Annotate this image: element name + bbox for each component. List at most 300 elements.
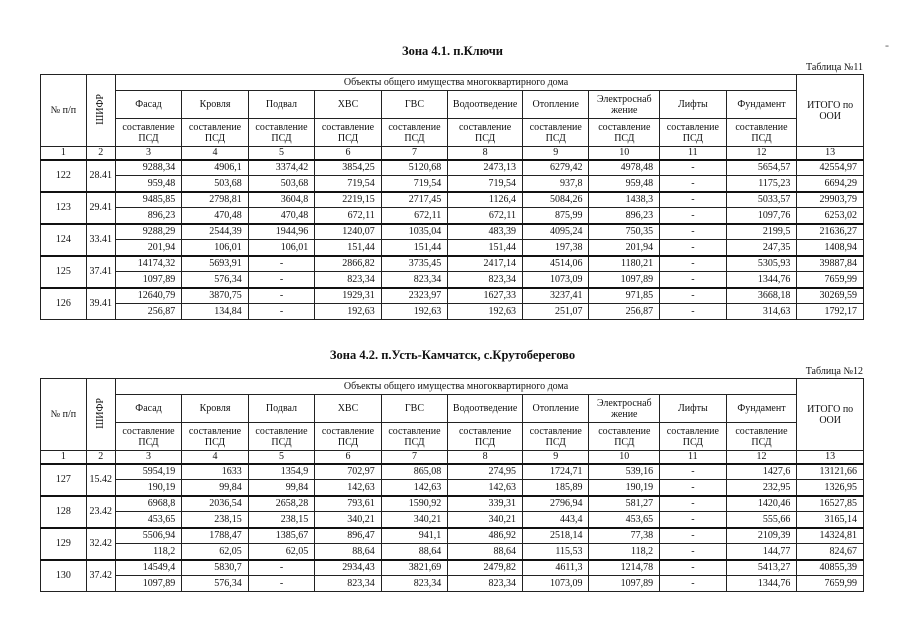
- cell: 5084,26: [523, 192, 589, 208]
- header-object-7: Электроснаб жение: [589, 91, 660, 119]
- cell: -: [660, 176, 726, 192]
- cell: 824,67: [797, 544, 864, 560]
- row-code: 15.42: [86, 464, 115, 496]
- cell: 823,34: [448, 576, 523, 592]
- column-number: 7: [381, 451, 447, 464]
- cell: 247,35: [726, 240, 797, 256]
- cell: 823,34: [381, 576, 447, 592]
- cell: 4514,06: [523, 256, 589, 272]
- cell: 823,34: [381, 272, 447, 288]
- column-number: 11: [660, 147, 726, 160]
- cell: 106,01: [248, 240, 314, 256]
- cell: 14324,81: [797, 528, 864, 544]
- cell: -: [248, 272, 314, 288]
- cell: -: [660, 192, 726, 208]
- cell: 192,63: [448, 304, 523, 320]
- cell: 2866,82: [315, 256, 381, 272]
- cell: 896,23: [589, 208, 660, 224]
- header-object-5: Водоотведение: [448, 91, 523, 119]
- header-code-text: ШИФР: [95, 397, 107, 429]
- cell: 1326,95: [797, 480, 864, 496]
- cell: -: [660, 528, 726, 544]
- row-number: 122: [41, 160, 87, 192]
- row-number: 125: [41, 256, 87, 288]
- column-number: 13: [797, 147, 864, 160]
- cell: 6968,8: [115, 496, 181, 512]
- cell: 144,77: [726, 544, 797, 560]
- cell: 1097,89: [115, 576, 181, 592]
- cell: 503,68: [248, 176, 314, 192]
- column-number: 11: [660, 451, 726, 464]
- cell: 486,92: [448, 528, 523, 544]
- cell: 5033,57: [726, 192, 797, 208]
- header-total: ИТОГО по ООИ: [797, 75, 864, 147]
- cell: 1344,76: [726, 576, 797, 592]
- cell: 1097,76: [726, 208, 797, 224]
- cell: -: [660, 560, 726, 576]
- cell: 185,89: [523, 480, 589, 496]
- cell: 937,8: [523, 176, 589, 192]
- cell: 274,95: [448, 464, 523, 480]
- cell: 3735,45: [381, 256, 447, 272]
- header-psd: составление ПСД: [248, 423, 314, 451]
- cell: 3374,42: [248, 160, 314, 176]
- column-number: 8: [448, 147, 523, 160]
- cell: 314,63: [726, 304, 797, 320]
- cell: 201,94: [115, 240, 181, 256]
- table-row: [41, 544, 864, 560]
- cell: 6253,02: [797, 208, 864, 224]
- header-psd: составление ПСД: [115, 119, 181, 147]
- column-number: 12: [726, 451, 797, 464]
- cell: 1408,94: [797, 240, 864, 256]
- cell: -: [248, 256, 314, 272]
- header-object-5: Водоотведение: [448, 395, 523, 423]
- cell: 201,94: [589, 240, 660, 256]
- cell: 106,01: [182, 240, 248, 256]
- header-code-text: ШИФР: [95, 93, 107, 125]
- header-psd: составление ПСД: [315, 119, 381, 147]
- zone1-table: [40, 74, 864, 320]
- cell: -: [660, 544, 726, 560]
- header-object-1: Кровля: [182, 395, 248, 423]
- cell: 470,48: [182, 208, 248, 224]
- zone1-title: Зона 4.1. п.Ключи: [401, 44, 504, 58]
- cell: 4978,48: [589, 160, 660, 176]
- header-row-number: № п/п: [41, 75, 87, 147]
- zone2-title: Зона 4.2. п.Усть-Камчатск, с.Крутоберегово: [329, 348, 576, 362]
- cell: 1344,76: [726, 272, 797, 288]
- cell: 2518,14: [523, 528, 589, 544]
- cell: 1240,07: [315, 224, 381, 240]
- table-row: [41, 528, 864, 544]
- column-number: 2: [86, 147, 115, 160]
- header-row-number: № п/п: [41, 379, 87, 451]
- header-psd: составление ПСД: [726, 119, 797, 147]
- column-number: 4: [182, 451, 248, 464]
- cell: 134,84: [182, 304, 248, 320]
- cell: 1944,96: [248, 224, 314, 240]
- cell: 29903,79: [797, 192, 864, 208]
- header-psd: составление ПСД: [448, 119, 523, 147]
- column-number: 13: [797, 451, 864, 464]
- cell: 2036,54: [182, 496, 248, 512]
- header-psd: составление ПСД: [248, 119, 314, 147]
- cell: 88,64: [448, 544, 523, 560]
- column-number: 9: [523, 451, 589, 464]
- cell: -: [660, 208, 726, 224]
- cell: 719,54: [315, 176, 381, 192]
- header-psd: составление ПСД: [523, 423, 589, 451]
- cell: 823,34: [448, 272, 523, 288]
- header-code: [86, 379, 115, 451]
- cell: 3668,18: [726, 288, 797, 304]
- cell: 256,87: [115, 304, 181, 320]
- header-object-8: Лифты: [660, 395, 726, 423]
- cell: 539,16: [589, 464, 660, 480]
- cell: 702,97: [315, 464, 381, 480]
- header-object-2: Подвал: [248, 91, 314, 119]
- column-number: 5: [248, 147, 314, 160]
- cell: 340,21: [381, 512, 447, 528]
- cell: 1035,04: [381, 224, 447, 240]
- cell: 750,35: [589, 224, 660, 240]
- header-object-9: Фундамент: [726, 395, 797, 423]
- cell: 142,63: [448, 480, 523, 496]
- cell: 5693,91: [182, 256, 248, 272]
- cell: 1073,09: [523, 576, 589, 592]
- cell: 1097,89: [589, 576, 660, 592]
- header-object-4: ГВС: [381, 91, 447, 119]
- corner-mark: -: [885, 38, 889, 52]
- table-row: [41, 560, 864, 576]
- cell: 875,99: [523, 208, 589, 224]
- header-psd: составление ПСД: [182, 423, 248, 451]
- row-number: 123: [41, 192, 87, 224]
- cell: 3165,14: [797, 512, 864, 528]
- cell: 5506,94: [115, 528, 181, 544]
- cell: 9288,29: [115, 224, 181, 240]
- table-row: [41, 176, 864, 192]
- cell: 453,65: [115, 512, 181, 528]
- cell: -: [248, 304, 314, 320]
- cell: 3821,69: [381, 560, 447, 576]
- column-number: 3: [115, 147, 181, 160]
- table-row: [41, 272, 864, 288]
- header-object-3: ХВС: [315, 395, 381, 423]
- header-object-7: Электроснаб жение: [589, 395, 660, 423]
- cell: 4906,1: [182, 160, 248, 176]
- cell: 232,95: [726, 480, 797, 496]
- row-number: 129: [41, 528, 87, 560]
- header-psd: составление ПСД: [726, 423, 797, 451]
- cell: 21636,27: [797, 224, 864, 240]
- cell: -: [660, 224, 726, 240]
- cell: 1097,89: [589, 272, 660, 288]
- cell: -: [248, 288, 314, 304]
- header-object-9: Фундамент: [726, 91, 797, 119]
- row-number: 126: [41, 288, 87, 320]
- cell: 1420,46: [726, 496, 797, 512]
- cell: 7659,99: [797, 576, 864, 592]
- cell: 4095,24: [523, 224, 589, 240]
- cell: 14549,4: [115, 560, 181, 576]
- column-number: 3: [115, 451, 181, 464]
- cell: 151,44: [448, 240, 523, 256]
- cell: 197,38: [523, 240, 589, 256]
- cell: 190,19: [115, 480, 181, 496]
- header-objects-group: Объекты общего имущества многоквартирного дома: [115, 75, 797, 91]
- cell: 5120,68: [381, 160, 447, 176]
- header-object-1: Кровля: [182, 91, 248, 119]
- cell: 1724,71: [523, 464, 589, 480]
- zone2-table: [40, 378, 864, 592]
- header-objects-group: Объекты общего имущества многоквартирного дома: [115, 379, 797, 395]
- cell: 2544,39: [182, 224, 248, 240]
- cell: -: [248, 560, 314, 576]
- cell: 151,44: [381, 240, 447, 256]
- header-psd: составление ПСД: [115, 423, 181, 451]
- cell: 971,85: [589, 288, 660, 304]
- cell: 1180,21: [589, 256, 660, 272]
- column-number: 6: [315, 451, 381, 464]
- cell: 30269,59: [797, 288, 864, 304]
- cell: 99,84: [248, 480, 314, 496]
- header-psd: составление ПСД: [589, 119, 660, 147]
- cell: 483,39: [448, 224, 523, 240]
- cell: 719,54: [381, 176, 447, 192]
- cell: 959,48: [589, 176, 660, 192]
- row-code: 28.41: [86, 160, 115, 192]
- cell: 470,48: [248, 208, 314, 224]
- cell: 5954,19: [115, 464, 181, 480]
- cell: 793,61: [315, 496, 381, 512]
- header-psd: составление ПСД: [381, 423, 447, 451]
- header-object-8: Лифты: [660, 91, 726, 119]
- cell: 5830,7: [182, 560, 248, 576]
- row-number: 127: [41, 464, 87, 496]
- table-row: [41, 240, 864, 256]
- cell: 2473,13: [448, 160, 523, 176]
- cell: 62,05: [248, 544, 314, 560]
- cell: 99,84: [182, 480, 248, 496]
- cell: -: [660, 464, 726, 480]
- header-object-2: Подвал: [248, 395, 314, 423]
- row-number: 124: [41, 224, 87, 256]
- cell: 5654,57: [726, 160, 797, 176]
- cell: 2717,45: [381, 192, 447, 208]
- cell: 443,4: [523, 512, 589, 528]
- cell: -: [660, 496, 726, 512]
- column-number: 8: [448, 451, 523, 464]
- column-number: 5: [248, 451, 314, 464]
- cell: 1354,9: [248, 464, 314, 480]
- cell: -: [660, 480, 726, 496]
- cell: 6694,29: [797, 176, 864, 192]
- table-row: [41, 480, 864, 496]
- table-row: [41, 208, 864, 224]
- header-object-4: ГВС: [381, 395, 447, 423]
- cell: 142,63: [381, 480, 447, 496]
- cell: 823,34: [315, 576, 381, 592]
- row-code: 33.41: [86, 224, 115, 256]
- row-code: 37.42: [86, 560, 115, 592]
- cell: 3870,75: [182, 288, 248, 304]
- header-psd: составление ПСД: [182, 119, 248, 147]
- cell: 88,64: [315, 544, 381, 560]
- cell: 672,11: [315, 208, 381, 224]
- cell: 672,11: [381, 208, 447, 224]
- cell: 576,34: [182, 576, 248, 592]
- cell: 581,27: [589, 496, 660, 512]
- cell: 2199,5: [726, 224, 797, 240]
- cell: -: [660, 576, 726, 592]
- cell: 5305,93: [726, 256, 797, 272]
- header-psd: составление ПСД: [381, 119, 447, 147]
- cell: 7659,99: [797, 272, 864, 288]
- cell: 503,68: [182, 176, 248, 192]
- header-psd: составление ПСД: [660, 423, 726, 451]
- cell: 1214,78: [589, 560, 660, 576]
- header-total: ИТОГО по ООИ: [797, 379, 864, 451]
- column-number: 7: [381, 147, 447, 160]
- zone1-table-number: Таблица №11: [806, 62, 863, 73]
- table-row: [41, 304, 864, 320]
- cell: 238,15: [182, 512, 248, 528]
- cell: 2219,15: [315, 192, 381, 208]
- cell: 1627,33: [448, 288, 523, 304]
- row-number: 128: [41, 496, 87, 528]
- column-number: 1: [41, 451, 87, 464]
- cell: 339,31: [448, 496, 523, 512]
- cell: 142,63: [315, 480, 381, 496]
- header-object-0: Фасад: [115, 395, 181, 423]
- cell: 672,11: [448, 208, 523, 224]
- cell: 896,23: [115, 208, 181, 224]
- table-row: [41, 192, 864, 208]
- table-row: [41, 256, 864, 272]
- cell: -: [248, 576, 314, 592]
- cell: 42554,97: [797, 160, 864, 176]
- header-psd: составление ПСД: [589, 423, 660, 451]
- cell: 13121,66: [797, 464, 864, 480]
- cell: 1929,31: [315, 288, 381, 304]
- row-code: 32.42: [86, 528, 115, 560]
- column-number: 9: [523, 147, 589, 160]
- cell: 2323,97: [381, 288, 447, 304]
- table-row: [41, 464, 864, 480]
- table-row: [41, 496, 864, 512]
- cell: 1073,09: [523, 272, 589, 288]
- cell: 1633: [182, 464, 248, 480]
- header-psd: составление ПСД: [315, 423, 381, 451]
- cell: 555,66: [726, 512, 797, 528]
- zone2-table-number: Таблица №12: [805, 366, 863, 377]
- cell: 118,2: [115, 544, 181, 560]
- cell: 1097,89: [115, 272, 181, 288]
- column-number: 12: [726, 147, 797, 160]
- cell: -: [660, 160, 726, 176]
- row-number: 130: [41, 560, 87, 592]
- cell: 2796,94: [523, 496, 589, 512]
- header-object-6: Отопление: [523, 91, 589, 119]
- cell: 192,63: [315, 304, 381, 320]
- cell: 1126,4: [448, 192, 523, 208]
- cell: 3854,25: [315, 160, 381, 176]
- cell: 1427,6: [726, 464, 797, 480]
- column-number: 1: [41, 147, 87, 160]
- header-psd: составление ПСД: [448, 423, 523, 451]
- cell: 9485,85: [115, 192, 181, 208]
- cell: 115,53: [523, 544, 589, 560]
- cell: 959,48: [115, 176, 181, 192]
- cell: 192,63: [381, 304, 447, 320]
- column-number: 6: [315, 147, 381, 160]
- row-code: 29.41: [86, 192, 115, 224]
- cell: 576,34: [182, 272, 248, 288]
- cell: 896,47: [315, 528, 381, 544]
- cell: 88,64: [381, 544, 447, 560]
- cell: 16527,85: [797, 496, 864, 512]
- table-row: [41, 160, 864, 176]
- row-code: 37.41: [86, 256, 115, 288]
- cell: 941,1: [381, 528, 447, 544]
- column-number: 4: [182, 147, 248, 160]
- cell: 62,05: [182, 544, 248, 560]
- cell: 2934,43: [315, 560, 381, 576]
- table-row: [41, 576, 864, 592]
- cell: 256,87: [589, 304, 660, 320]
- cell: 4611,3: [523, 560, 589, 576]
- cell: 39887,84: [797, 256, 864, 272]
- cell: -: [660, 240, 726, 256]
- header-object-3: ХВС: [315, 91, 381, 119]
- cell: 238,15: [248, 512, 314, 528]
- table-row: [41, 224, 864, 240]
- cell: 151,44: [315, 240, 381, 256]
- column-number: 10: [589, 451, 660, 464]
- cell: 1438,3: [589, 192, 660, 208]
- cell: 3604,8: [248, 192, 314, 208]
- header-psd: составление ПСД: [523, 119, 589, 147]
- cell: 3237,41: [523, 288, 589, 304]
- cell: -: [660, 304, 726, 320]
- cell: 1792,17: [797, 304, 864, 320]
- cell: 2109,39: [726, 528, 797, 544]
- header-code: [86, 75, 115, 147]
- cell: 6279,42: [523, 160, 589, 176]
- cell: -: [660, 272, 726, 288]
- cell: 1590,92: [381, 496, 447, 512]
- table-row: [41, 512, 864, 528]
- cell: 12640,79: [115, 288, 181, 304]
- cell: 719,54: [448, 176, 523, 192]
- cell: 118,2: [589, 544, 660, 560]
- cell: 1175,23: [726, 176, 797, 192]
- cell: 5413,27: [726, 560, 797, 576]
- cell: -: [660, 288, 726, 304]
- cell: 77,38: [589, 528, 660, 544]
- cell: -: [660, 512, 726, 528]
- cell: 865,08: [381, 464, 447, 480]
- cell: 1788,47: [182, 528, 248, 544]
- header-object-6: Отопление: [523, 395, 589, 423]
- cell: 2658,28: [248, 496, 314, 512]
- cell: 823,34: [315, 272, 381, 288]
- cell: 9288,34: [115, 160, 181, 176]
- cell: -: [660, 256, 726, 272]
- cell: 453,65: [589, 512, 660, 528]
